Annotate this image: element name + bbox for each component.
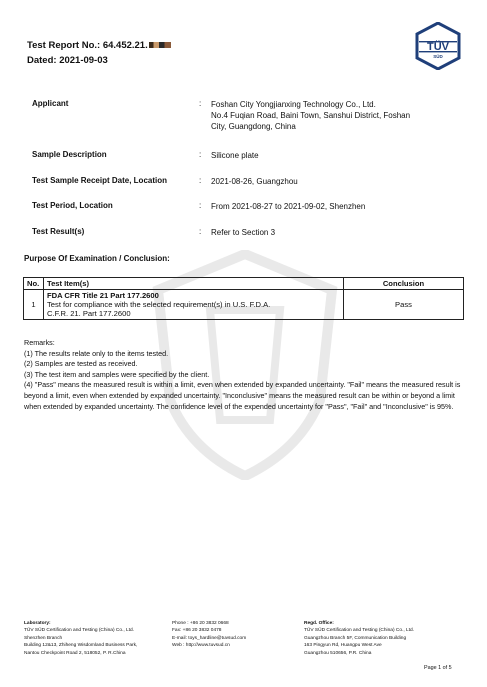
receipt-date-value: 2021-08-26, Guangzhou [211, 177, 298, 186]
redaction-mark [149, 42, 171, 48]
receipt-date-colon: : [199, 176, 202, 185]
remark-item: (2) Samples are tested as received. [24, 359, 138, 369]
table-header-row [24, 278, 464, 290]
tuv-sud-logo [414, 22, 462, 70]
footer-office: Regd. Office: TÜV SÜD Certification and Testing (China) Co., Ltd. Guangzhou Branch 5F, Communication Building 163 Pingyun Rd, Huangpu West Ave Guangzhou 510656, P.R. China [304, 621, 415, 656]
header-test-items: Test Item(s) [44, 278, 344, 290]
sample-description-colon: : [199, 150, 202, 159]
row-no: 1 [24, 290, 44, 320]
test-results-value: Refer to Section 3 [211, 228, 276, 237]
applicant-label: Applicant [32, 99, 69, 108]
remark-item: (4) "Pass" means the measured result is within a limit, even when extended by expanded uncertainty. "Fail" means the measured result is beyond a limit, even when extended by expanded uncertainty. "Inconclusive" means the measured result can be within or beyond a limit when extended by expanded uncertainty. The confidence level of the expended uncertainty for "Pass", "Fail" and "Inconclusive" is 95%. [24, 380, 461, 411]
row-test-item: FDA CFR Title 21 Part 177.2600 Test for compliance with the selected requirement(s) in U.S. F.D.A. C.F.R. 21. Part 177.2600 [44, 290, 344, 320]
row-conclusion: Pass [344, 290, 464, 320]
applicant-colon: : [199, 99, 202, 108]
logo-text-bottom: SÜD [433, 54, 443, 59]
remarks-title: Remarks: [24, 338, 55, 347]
header-conclusion: Conclusion [344, 278, 464, 290]
receipt-date-label: Test Sample Receipt Date, Location [32, 176, 167, 185]
results-table [23, 277, 464, 320]
header-no: No. [24, 278, 44, 290]
footer-laboratory: Laboratory: TÜV SÜD Certification and Testing (China) Co., Ltd. Shenzhen Branch Building 12&13, Zhiheng Wisdomland Business Park, Nantou Checkpoint Road 2, 518052, P. R.China [24, 621, 138, 656]
page-number: Page 1 of 5 [424, 665, 452, 671]
test-period-colon: : [199, 201, 202, 210]
applicant-value: Foshan City Yongjianxing Technology Co., Ltd. No.4 Fuqian Road, Baini Town, Sanshui District, Foshan City, Guangdong, China [211, 100, 411, 131]
test-period-label: Test Period, Location [32, 201, 113, 210]
sample-description-label: Sample Description [32, 150, 107, 159]
remark-item: (1) The results relate only to the items tested. [24, 348, 169, 358]
report-date: Dated: 2021-09-03 [27, 55, 108, 66]
report-number: Test Report No.: 64.452.21. [27, 40, 171, 51]
sample-description-value: Silicone plate [211, 151, 259, 160]
footer-contact: Phone : +86 20 3832 0668 Fax: +86 20 3832 0478 E-mail: toys_hardline@tuvsud.com Web : http://www.tuvsud.cn [172, 621, 247, 649]
remarks [24, 338, 469, 412]
logo-text-top: TÜV [427, 41, 449, 53]
purpose-title: Purpose Of Examination / Conclusion: [24, 254, 170, 263]
table-row [24, 290, 464, 320]
test-results-colon: : [199, 227, 202, 236]
remark-item: (3) The test item and samples were specified by the client. [24, 369, 210, 379]
test-results-label: Test Result(s) [32, 227, 85, 236]
test-period-value: From 2021-08-27 to 2021-09-02, Shenzhen [211, 202, 366, 211]
